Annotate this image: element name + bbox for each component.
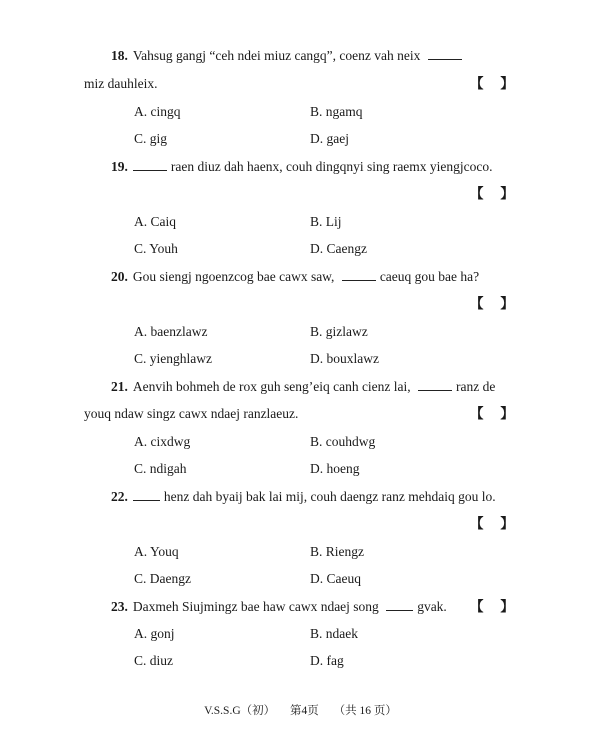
question-number: 23. [111,599,128,614]
option-a: A. Youq [134,544,179,559]
option-a: A. gonj [134,626,175,641]
answer-blank [133,489,160,501]
option-a: A. cingq [134,104,181,119]
answer-bracket: 【 】 [470,599,514,614]
option-d: D. Caeuq [310,571,361,586]
option-a: A. Caiq [134,214,176,229]
question-number: 20. [111,269,128,284]
question-text-after: caeuq gou bae ha? [379,269,480,284]
page-total: （共 16 页） [333,705,397,717]
answer-blank [133,159,167,171]
answer-blank [428,48,462,60]
option-a: A. cixdwg [134,434,191,449]
question-text: Vahsug gangj “ceh ndei miuz cangq”, coenz vah neix [132,48,421,63]
question-text-continuation: youq ndaw singz cawx ndaej ranzlaeuz. [84,406,299,421]
answer-blank [418,379,452,391]
question-text: henz dah byaij bak lai mij, couh daengz ranz mehdaiq gou lo. [163,489,496,504]
question-text: raen diuz dah haenx, couh dingqnyi sing raemx yiengjcoco. [170,159,493,174]
question-18-stem [111,48,462,64]
exam-code: V.S.S.G（初） [204,705,276,717]
option-c: C. diuz [134,653,173,668]
option-b: B. gizlawz [310,324,368,339]
answer-bracket: 【 】 [470,296,514,311]
question-22-stem [111,489,496,505]
option-c: C. Daengz [134,571,191,586]
option-d: D. Caengz [310,241,367,256]
option-d: D. gaej [310,131,349,146]
answer-bracket: 【 】 [470,516,514,531]
question-23-stem [111,599,447,615]
question-number: 22. [111,489,128,504]
answer-blank [342,269,376,281]
question-21-stem [111,379,495,395]
page-footer [0,704,601,718]
option-b: B. Riengz [310,544,364,559]
option-d: D. bouxlawz [310,351,379,366]
option-c: C. Youh [134,241,178,256]
question-text: Gou siengj ngoenzcog bae cawx saw, [132,269,335,284]
question-21-continuation [84,406,298,422]
question-number: 18. [111,48,128,63]
question-number: 19. [111,159,128,174]
option-c: C. gig [134,131,168,146]
option-c: C. yienghlawz [134,351,212,366]
option-a: A. baenzlawz [134,324,208,339]
question-number: 21. [111,379,128,394]
question-text-after: ranz de [456,379,496,394]
option-d: D. fag [310,653,344,668]
question-text: Daxmeh Siujmingz bae haw cawx ndaej song [132,599,379,614]
question-20-stem [111,269,479,285]
answer-blank [386,599,413,611]
question-19-stem [111,159,493,175]
answer-bracket: 【 】 [470,76,514,91]
option-b: B. Lij [310,214,342,229]
option-c: C. ndigah [134,461,187,476]
question-text-continuation: miz dauhleix. [84,76,158,91]
answer-bracket: 【 】 [470,406,514,421]
option-b: B. couhdwg [310,434,376,449]
option-b: B. ngamq [310,104,363,119]
option-b: B. ndaek [310,626,358,641]
answer-bracket: 【 】 [470,186,514,201]
question-text: Aenvih bohmeh de rox guh seng’eiq canh cienz lai, [132,379,411,394]
question-18-continuation [84,76,157,92]
option-d: D. hoeng [310,461,360,476]
page-number: 第4页 [290,705,319,717]
question-text-after: gvak. [417,599,447,614]
